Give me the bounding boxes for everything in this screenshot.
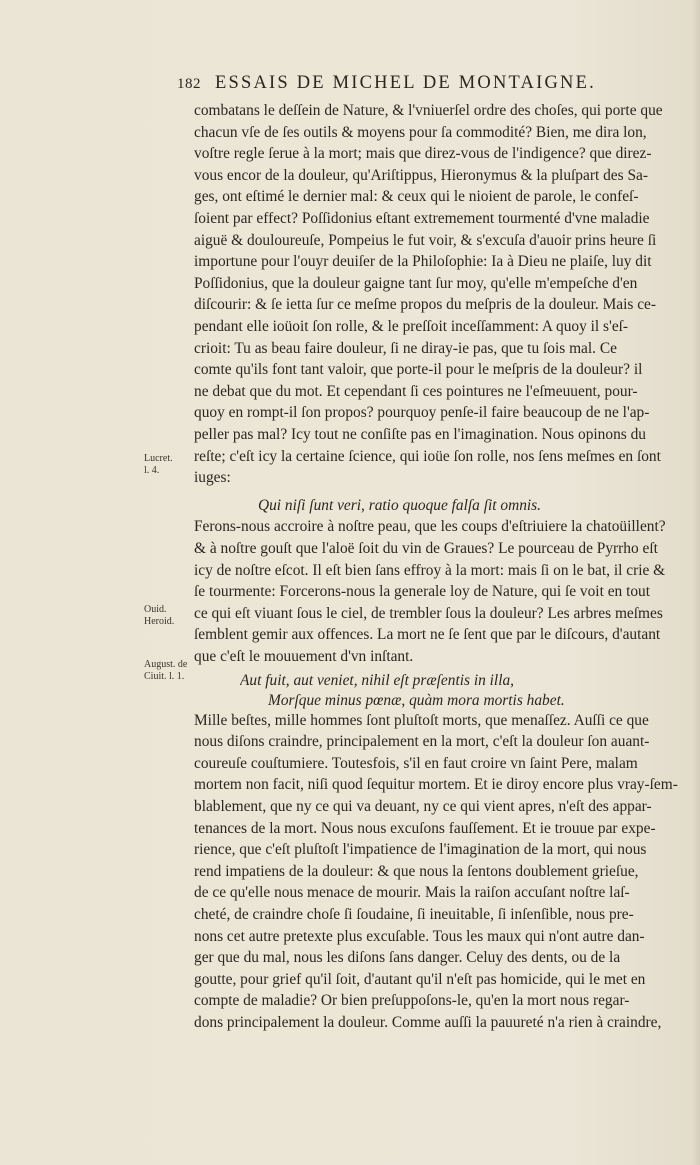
text-line: rend impatiens de la douleur: & que nous la ſentons doublement grieſue,	[194, 862, 639, 880]
text-line: & à noſtre gouſt que l'aloë ſoit du vin de Graues? Le pourceau de Pyrrho eſt	[194, 540, 658, 557]
marginal-note-line: Lucret.	[144, 453, 173, 464]
marginal-note-line: Ouid.	[144, 604, 167, 615]
text-line: ce qui eſt viuant ſous le ciel, de trembler ſous la douleur? Les arbres meſmes	[194, 604, 663, 622]
text-line: que c'eſt le mouuement d'vn inſtant.	[194, 648, 414, 665]
text-line: chacun vſe de ſes outils & moyens pour ſa commodité? Bien, me dira lon,	[194, 123, 647, 141]
text-line: ſoient par effect? Poſſidonius eſtant extremement tourmenté d'vne maladie	[194, 210, 650, 227]
text-line: crioit: Tu as beau faire douleur, ſi ne diray-ie pas, que tu ſois mal. Ce	[194, 339, 617, 357]
text-line: vous encor de la douleur, qu'Ariſtippus, Hieronymus & la pluſpart des Sa-	[194, 166, 648, 184]
text-line: mortem non facit, niſi quod ſequitur mortem. Et ie diroy encore plus vray-ſem-	[194, 776, 678, 794]
page-number: 182	[177, 76, 201, 92]
marginal-note-august	[144, 659, 187, 683]
latin-quote-line: Aut fuit, aut veniet, nihil eſt præſentis in illa,	[240, 671, 515, 689]
text-line: ges, ont eſtimé le dernier mal: & ceux qui le nioient de parole, le confeſ-	[194, 188, 639, 206]
marginal-note-line: Ciuit. l. 1.	[144, 671, 185, 682]
text-line: voſtre regle ſerue à la mort; mais que direz-vous de l'indigence? que direz-	[194, 145, 652, 163]
text-line: nous diſons craindre, principalement en la mort, c'eſt la douleur ſon auant-	[194, 733, 650, 751]
text-line: Ferons-nous accroire à noſtre peau, que les coups d'eſtriuiere la chatoüillent?	[194, 518, 666, 536]
text-line: Poſſidonius, que la douleur gaigne tant ſur moy, qu'elle m'empeſche d'en	[194, 274, 638, 292]
text-line: Mille beſtes, mille hommes ſont pluſtoſt morts, que menaſſez. Auſſi ce que	[194, 711, 649, 729]
running-title: ESSAIS DE MICHEL DE MONTAIGNE.	[215, 73, 596, 93]
marginal-note-line: Heroid.	[144, 616, 175, 627]
marginal-note-lucret	[144, 453, 173, 477]
text-line: reſte; c'eſt icy la certaine ſcience, qui ioüe ſon rolle, nos ſens meſmes en ſont	[194, 447, 661, 465]
text-line: compte de maladie? Or bien preſuppoſons-le, qu'en la mort nous regar-	[194, 992, 630, 1010]
text-line: combatans le deſſein de Nature, & l'vniuerſel ordre des choſes, qui porte que	[194, 102, 663, 119]
latin-quote-line: Qui niſi ſunt veri, ratio quoque falſa ſit omnis.	[258, 496, 542, 514]
text-line: blablement, que ny ce qui va deuant, ny ce qui vient apres, n'eſt des appar-	[194, 798, 652, 815]
marginal-note-ovid	[144, 604, 174, 628]
text-line: nons cet autre pretexte plus excuſable. Tous les maux qui n'ont autre dan-	[194, 927, 645, 945]
text-line: goutte, pour grief qu'il ſoit, d'autant qu'il n'eſt pas homicide, qui le met en	[194, 970, 646, 988]
text-line: coureuſe couſtumiere. Toutesfois, s'il en faut croire vn ſaint Pere, malam	[194, 754, 638, 772]
text-line: pendant elle ioüoit ſon rolle, & le preſſoit inceſſamment: A quoy il s'eſ-	[194, 318, 629, 335]
text-line: ſemblent gemir aux offences. La mort ne ſe ſent que par le diſcours, d'autant	[194, 626, 661, 644]
text-line: comte qu'ils font tant valoir, que porte-il pour le meſpris de la douleur? il	[194, 361, 643, 379]
text-line: rience, que c'eſt pluſtoſt l'impatience de l'imagination de la mort, qui nous	[194, 841, 647, 859]
text-line: ſe tourmente: Forcerons-nous la generale loy de Nature, qui ſe voit en tout	[194, 583, 651, 601]
text-line: iuges:	[194, 469, 231, 487]
text-line: ne debat que du mot. Et cependant ſi ces pointures ne l'eſmeuuent, pour-	[194, 382, 638, 400]
marginal-note-line: l. 4.	[144, 465, 160, 476]
text-line: aiguë & douloureuſe, Pompeius le fut voir, & s'excuſa d'auoir prins heure ſi	[194, 231, 657, 249]
marginal-note-line: August. de	[144, 659, 188, 670]
text-line: peller pas mal? Icy tout ne conſiſte pas en l'imagination. Nous opinons du	[194, 426, 646, 443]
text-line: tenances de la mort. Nous nous excuſons fauſſement. Et ie trouue par expe-	[194, 819, 656, 837]
text-line: cheté, de craindre choſe ſi ſoudaine, ſi ineuitable, ſi inſenſible, nous pre-	[194, 906, 634, 923]
text-line: diſcourir: & ſe ietta ſur ce meſme propos du meſpris de la douleur. Mais ce-	[194, 296, 657, 314]
latin-quote-line: Morſque minus pœnæ, quàm mora mortis habet.	[268, 691, 565, 709]
page-edge-shadow	[692, 0, 700, 1165]
text-line: de ce qu'elle nous menace de mourir. Mais la raiſon accuſant noſtre laſ-	[194, 884, 630, 902]
text-line: importune pour l'ouyr deuiſer de la Philoſophie: Ia à Dieu ne plaiſe, luy dit	[194, 253, 652, 271]
text-line: dons principalement la douleur. Comme auſſi la pauureté n'a rien à craindre,	[194, 1014, 662, 1031]
text-line: ger que du mal, nous les diſons ſans danger. Celuy des dents, ou de la	[194, 949, 621, 967]
text-line: quoy en rompt-il ſon propos? pourquoy penſe-il faire beaucoup de ne l'ap-	[194, 404, 650, 422]
running-header	[177, 73, 637, 97]
text-line: icy de noſtre eſcot. Il eſt bien ſans effroy à la mort: mais ſi on le bat, il crie &	[194, 561, 666, 579]
